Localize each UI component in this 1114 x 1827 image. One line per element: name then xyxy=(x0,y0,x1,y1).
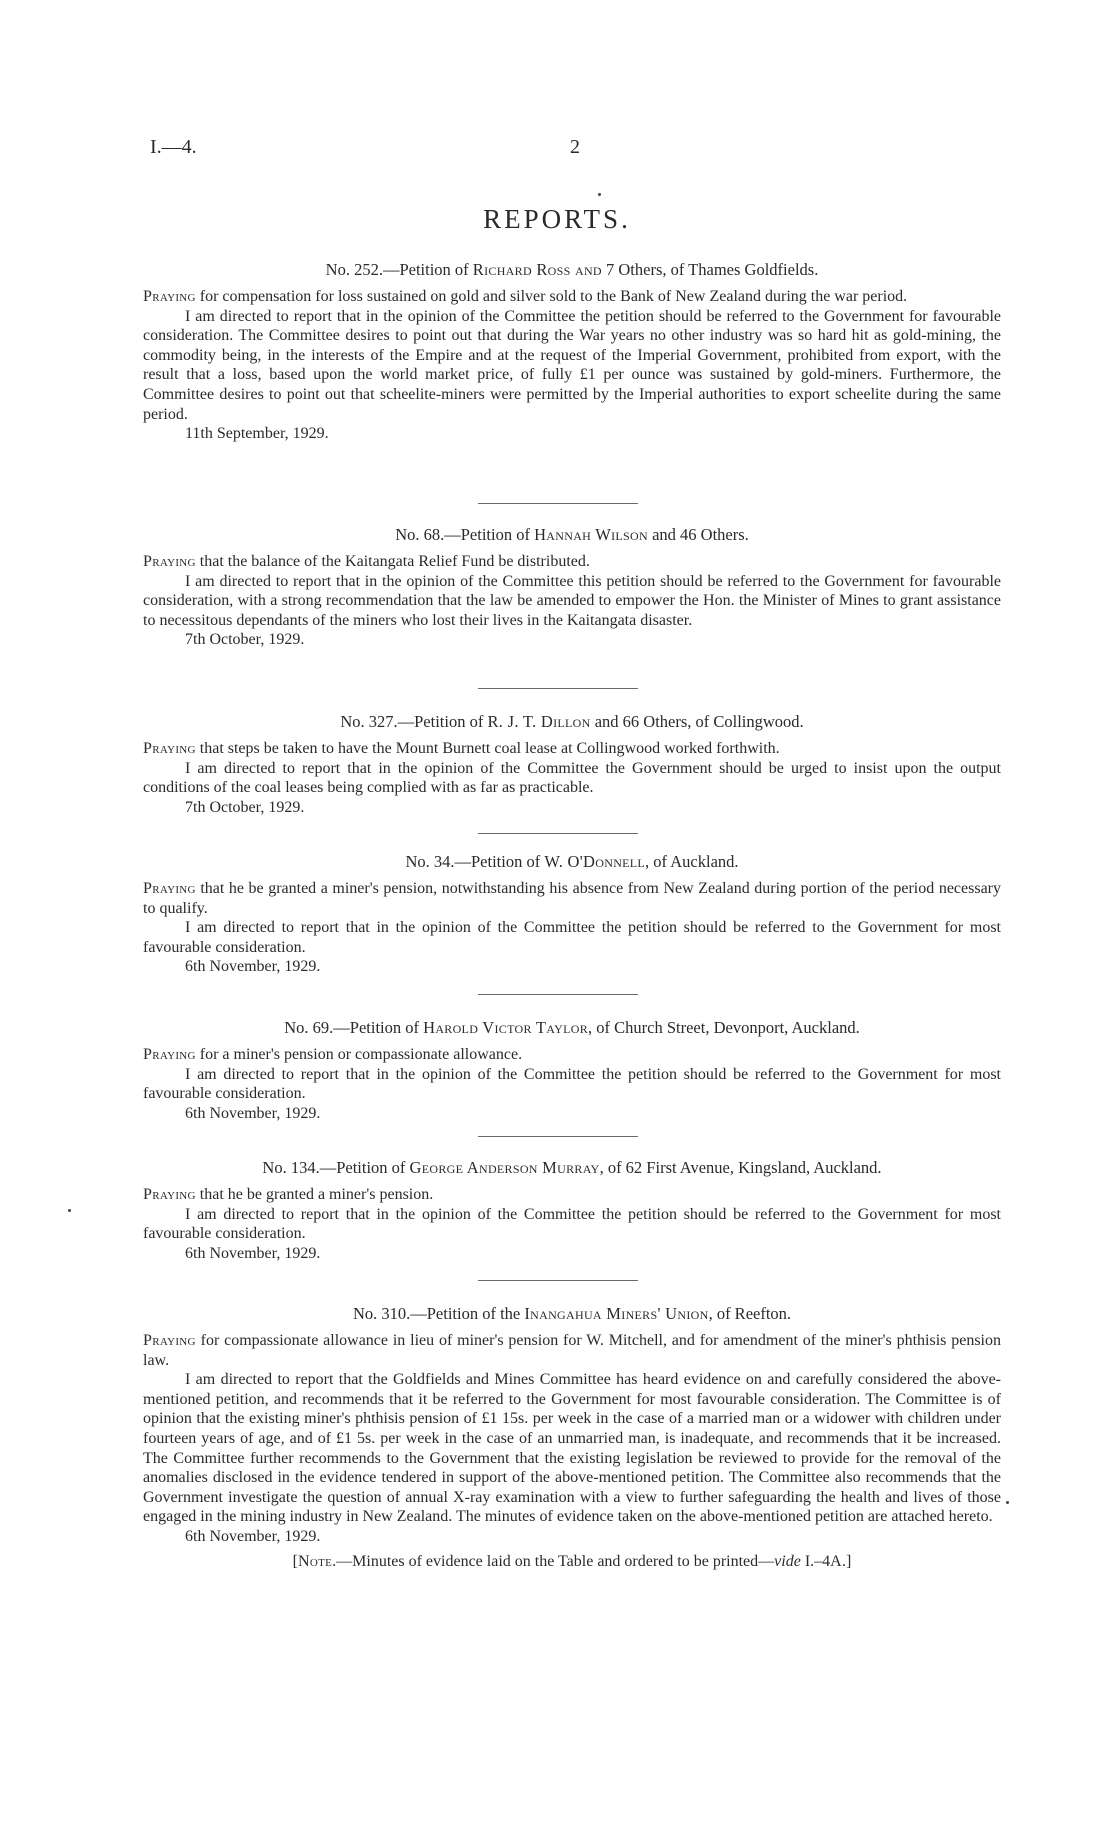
praying-paragraph: Praying that the balance of the Kaitangata Relief Fund be distributed. xyxy=(143,553,590,570)
petition-heading: No. 327.—Petition of R. J. T. Dillon and 66 Others, of Collingwood. xyxy=(340,712,804,731)
report-paragraph: I am directed to report that the Goldfields and Mines Committee has heard evidence on and carefully considered the above-mentioned petition, and recommends that it be referred to the Government for most favourable consideration. The Committee is of opinion that the existing miner's phthisis pension of £1 15s. per week in the case of a married man or a widower with children under fourteen years of age, and of £1 5s. per week in the case of an unmarried man, is inadequate, and recommends that it be increased. The Committee further recommends to the Government that the existing legislation be reviewed to provide for the removal of the anomalies disclosed in the evidence tendered in support of the above-mentioned petition. The Committee also recommends that the Government investigate the question of annual X-ray examination with a view to further safeguarding the health and lives of those engaged in the mining industry in New Zealand. The minutes of evidence taken on the above-mentioned petition are attached hereto. xyxy=(143,1371,1001,1526)
petitioner-name: Inangahua Miners' Union xyxy=(524,1304,709,1323)
report-paragraph: I am directed to report that in the opinion of the Committee this petition should be referred to the Government for favourable consideration, with a strong recommendation that the law be amended to empower the Hon. the Minister of Mines to grant assistance to necessitous dependants of the miners who lost their lives in the Kaitangata disaster. xyxy=(143,572,1001,629)
petition-section-327 xyxy=(143,712,1001,817)
praying-paragraph: Praying that steps be taken to have the Mount Burnett coal lease at Collingwood worked forthwith. xyxy=(143,740,780,757)
report-paragraph: I am directed to report that in the opinion of the Committee the petition should be referred to the Government for most favourable consideration. xyxy=(143,1205,1001,1243)
petition-section-252 xyxy=(143,260,1001,444)
petition-section-68 xyxy=(143,525,1001,650)
petition-heading: No. 310.—Petition of the Inangahua Miners' Union, of Reefton. xyxy=(352,1304,792,1323)
print-speck xyxy=(1006,1501,1009,1504)
petition-heading: No. 34.—Petition of W. O'Donnell, of Auckland. xyxy=(405,852,739,871)
report-date: 6th November, 1929. xyxy=(185,1104,321,1122)
report-date: 7th October, 1929. xyxy=(185,631,305,649)
petition-section-134 xyxy=(143,1158,1001,1263)
praying-paragraph: Praying for a miner's pension or compassionate allowance. xyxy=(143,1046,523,1063)
praying-paragraph: Praying that he be granted a miner's pension. xyxy=(143,1186,434,1203)
page-header xyxy=(150,136,1010,166)
section-divider xyxy=(478,1280,638,1281)
section-divider xyxy=(478,503,638,504)
petition-section-69 xyxy=(143,1018,1001,1123)
petition-heading: No. 134.—Petition of George Anderson Murray, of 62 First Avenue, Kingsland, Auckland. xyxy=(262,1158,882,1177)
praying-paragraph: Praying for compensation for loss sustained on gold and silver sold to the Bank of New Zealand during the war period. xyxy=(143,288,908,305)
petition-section-310 xyxy=(143,1304,1001,1571)
section-divider xyxy=(478,688,638,689)
petitioner-name: Richard Ross and xyxy=(472,260,602,279)
petitioner-name: Hannah Wilson xyxy=(534,525,648,544)
praying-paragraph: Praying for compassionate allowance in lieu of miner's pension for W. Mitchell, and for amendment of the miner's phthisis pension law. xyxy=(143,1332,1001,1369)
report-date: 6th November, 1929. xyxy=(185,958,321,976)
print-speck xyxy=(598,193,601,196)
petitioner-name: W. O'Donnell xyxy=(544,852,646,871)
section-divider xyxy=(478,833,638,834)
report-date: 7th October, 1929. xyxy=(185,798,305,816)
report-paragraph: I am directed to report that in the opinion of the Committee the Government should be urged to insist upon the output conditions of the coal leases being complied with as far as practicable. xyxy=(143,759,1001,797)
printing-note: [Note.—Minutes of evidence laid on the Table and ordered to be printed—vide I.–4A.] xyxy=(292,1552,852,1570)
report-date: 11th September, 1929. xyxy=(185,425,329,443)
petition-section-34 xyxy=(143,852,1001,977)
praying-paragraph: Praying that he be granted a miner's pension, notwithstanding his absence from New Zealand during portion of the period necessary to qualify. xyxy=(143,880,1001,917)
petition-heading: No. 252.—Petition of Richard Ross and 7 Others, of Thames Goldfields. xyxy=(325,260,819,279)
petitioner-name: R. J. T. Dillon xyxy=(487,712,591,731)
section-divider xyxy=(478,994,638,995)
petitioner-name: George Anderson Murray xyxy=(409,1158,600,1177)
section-divider xyxy=(478,1136,638,1137)
petition-heading: No. 69.—Petition of Harold Victor Taylor, of Church Street, Devonport, Auckland. xyxy=(284,1018,860,1037)
page-title: REPORTS. xyxy=(483,204,631,234)
petitioner-name: Harold Victor Taylor xyxy=(423,1018,589,1037)
report-paragraph: I am directed to report that in the opinion of the Committee the petition should be referred to the Government for most favourable consideration. xyxy=(143,919,1001,956)
report-paragraph: I am directed to report that in the opinion of the Committee the petition should be referred to the Government for favourable consideration. The Committee desires to point out that during the War years no other industry was so hard hit as gold-mining, the commodity being, in the interests of the Empire and at the request of the Imperial Government, prohibited from export, with the result that a loss, based upon the world market price, of fully £1 per ounce was sustained by gold-miners. Furthermore, the Committee desires to point out that scheelite-miners were permitted by the Imperial authorities to export scheelite during the same period. xyxy=(143,307,1001,423)
report-date: 6th November, 1929. xyxy=(185,1244,321,1262)
petition-heading: No. 68.—Petition of Hannah Wilson and 46 Others. xyxy=(395,525,749,544)
page-number: 2 xyxy=(570,136,580,158)
print-speck xyxy=(68,1209,71,1212)
report-date: 6th November, 1929. xyxy=(185,1527,321,1545)
report-paragraph: I am directed to report that in the opinion of the Committee the petition should be referred to the Government for most favourable consideration. xyxy=(143,1065,1001,1103)
paper-reference: I.—4. xyxy=(150,136,197,158)
